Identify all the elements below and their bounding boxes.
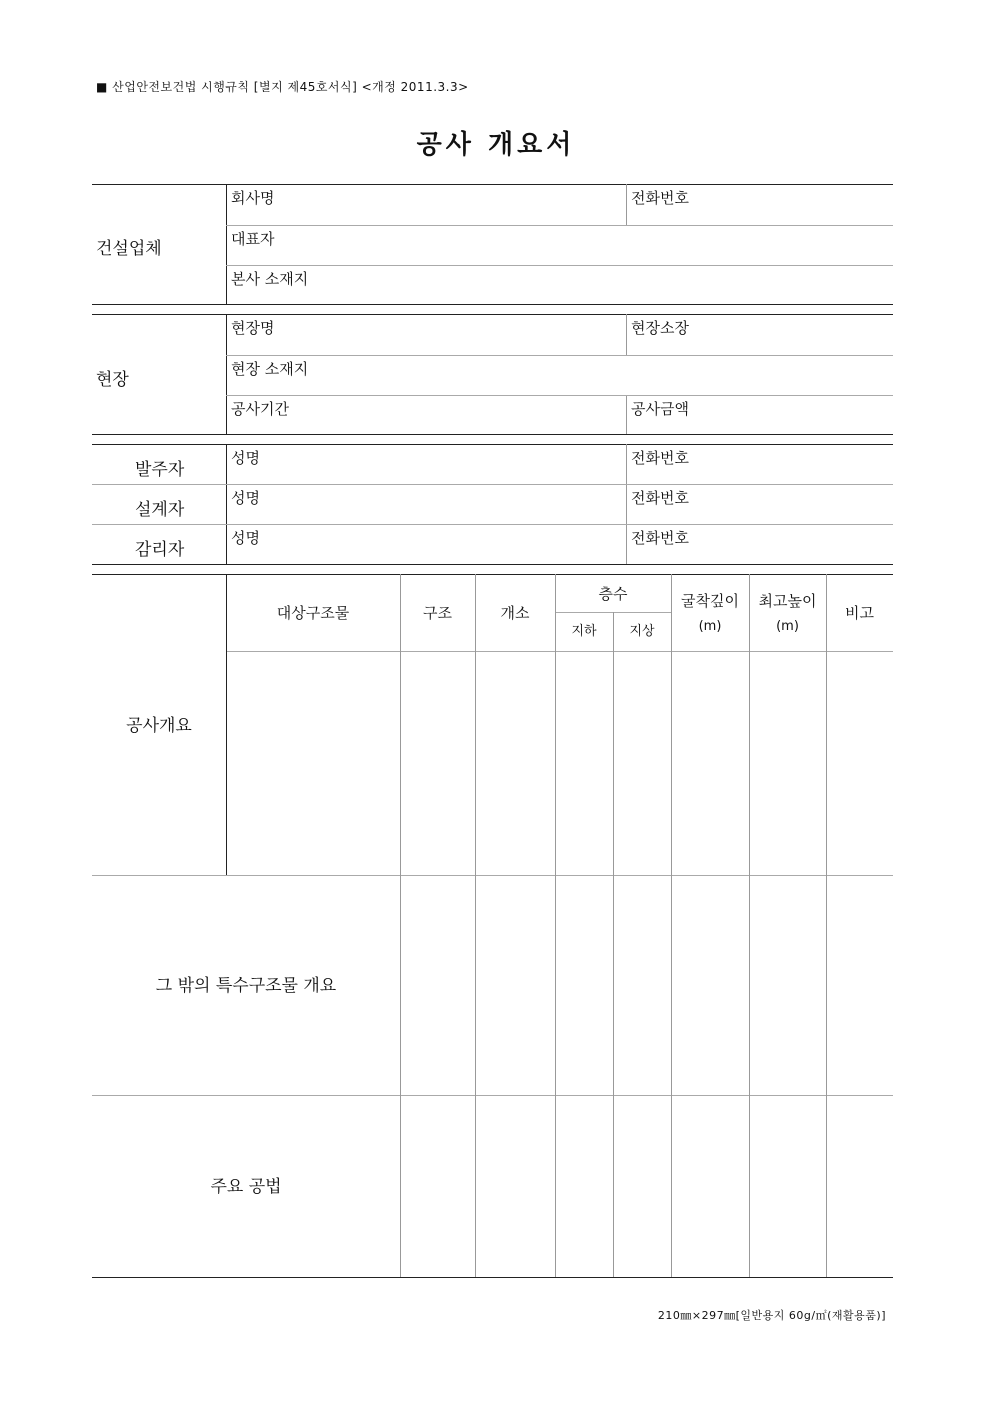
supervisor-label: 감리자: [135, 540, 185, 560]
divider: [400, 574, 401, 1277]
main-methods-label: 주요 공법: [210, 1177, 282, 1197]
page-title: 공사 개요서: [416, 130, 576, 160]
contractor-section-label: 건설업체: [96, 239, 162, 259]
divider: [92, 564, 893, 565]
col-target-structure: 대상구조물: [276, 604, 350, 622]
other-structures-label: 그 밖의 특수구조물 개요: [155, 976, 337, 996]
designer-name-field[interactable]: 성명: [231, 489, 260, 507]
client-name-field[interactable]: 성명: [231, 449, 260, 467]
divider: [226, 314, 227, 435]
supervisor-name-field[interactable]: 성명: [231, 529, 260, 547]
divider: [626, 395, 627, 435]
divider: [226, 444, 227, 565]
overview-section-label: 공사개요: [126, 716, 192, 736]
construction-amount-field[interactable]: 공사금액: [631, 400, 689, 418]
supervisor-phone-field[interactable]: 전화번호: [631, 529, 689, 547]
divider: [626, 444, 627, 565]
site-manager-field[interactable]: 현장소장: [631, 319, 689, 337]
site-section-label: 현장: [96, 370, 129, 390]
designer-phone-field[interactable]: 전화번호: [631, 489, 689, 507]
site-address-field[interactable]: 현장 소재지: [231, 360, 309, 378]
divider: [226, 395, 893, 396]
company-phone-field[interactable]: 전화번호: [631, 189, 689, 207]
divider: [626, 314, 627, 355]
col-structure: 구조: [423, 604, 452, 622]
divider: [92, 875, 893, 876]
client-label: 발주자: [135, 460, 185, 480]
divider: [226, 355, 893, 356]
divider: [92, 574, 893, 575]
divider: [226, 651, 893, 652]
col-max-height: 최고높이: [758, 592, 817, 610]
divider: [92, 444, 893, 445]
divider: [92, 484, 893, 485]
col-excavation-unit: (m): [698, 619, 722, 634]
representative-field[interactable]: 대표자: [231, 230, 275, 248]
divider: [749, 574, 750, 1277]
company-name-field[interactable]: 회사명: [231, 189, 275, 207]
col-excavation-depth: 굴착깊이: [681, 592, 739, 610]
divider: [626, 184, 627, 225]
divider: [92, 1095, 893, 1096]
divider: [226, 184, 227, 305]
divider: [226, 225, 893, 226]
divider: [226, 265, 893, 266]
construction-period-field[interactable]: 공사기간: [231, 400, 289, 418]
divider: [92, 1277, 893, 1278]
col-remarks: 비고: [845, 604, 874, 622]
hq-address-field[interactable]: 본사 소재지: [231, 270, 309, 288]
divider: [92, 184, 893, 185]
paper-spec-footer: 210㎜×297㎜[일반용지 60g/㎡(재활용품)]: [657, 1309, 886, 1322]
divider: [92, 314, 893, 315]
col-count: 개소: [500, 604, 530, 622]
col-height-unit: (m): [776, 619, 799, 634]
form-header-note: ■ 산업안전보건법 시행규칙 [별지 제45호서식] <개정 2011.3.3>: [96, 80, 469, 94]
col-floors: 층수: [598, 585, 628, 603]
divider: [613, 612, 614, 1277]
site-name-field[interactable]: 현장명: [231, 319, 275, 337]
divider: [475, 574, 476, 1277]
divider: [92, 434, 893, 435]
divider: [555, 574, 556, 1277]
divider: [92, 304, 893, 305]
col-aboveground: 지상: [629, 624, 655, 639]
divider: [826, 574, 827, 1277]
divider: [671, 574, 672, 1277]
col-underground: 지하: [571, 624, 597, 639]
designer-label: 설계자: [135, 500, 185, 520]
client-phone-field[interactable]: 전화번호: [631, 449, 689, 467]
divider: [92, 524, 893, 525]
